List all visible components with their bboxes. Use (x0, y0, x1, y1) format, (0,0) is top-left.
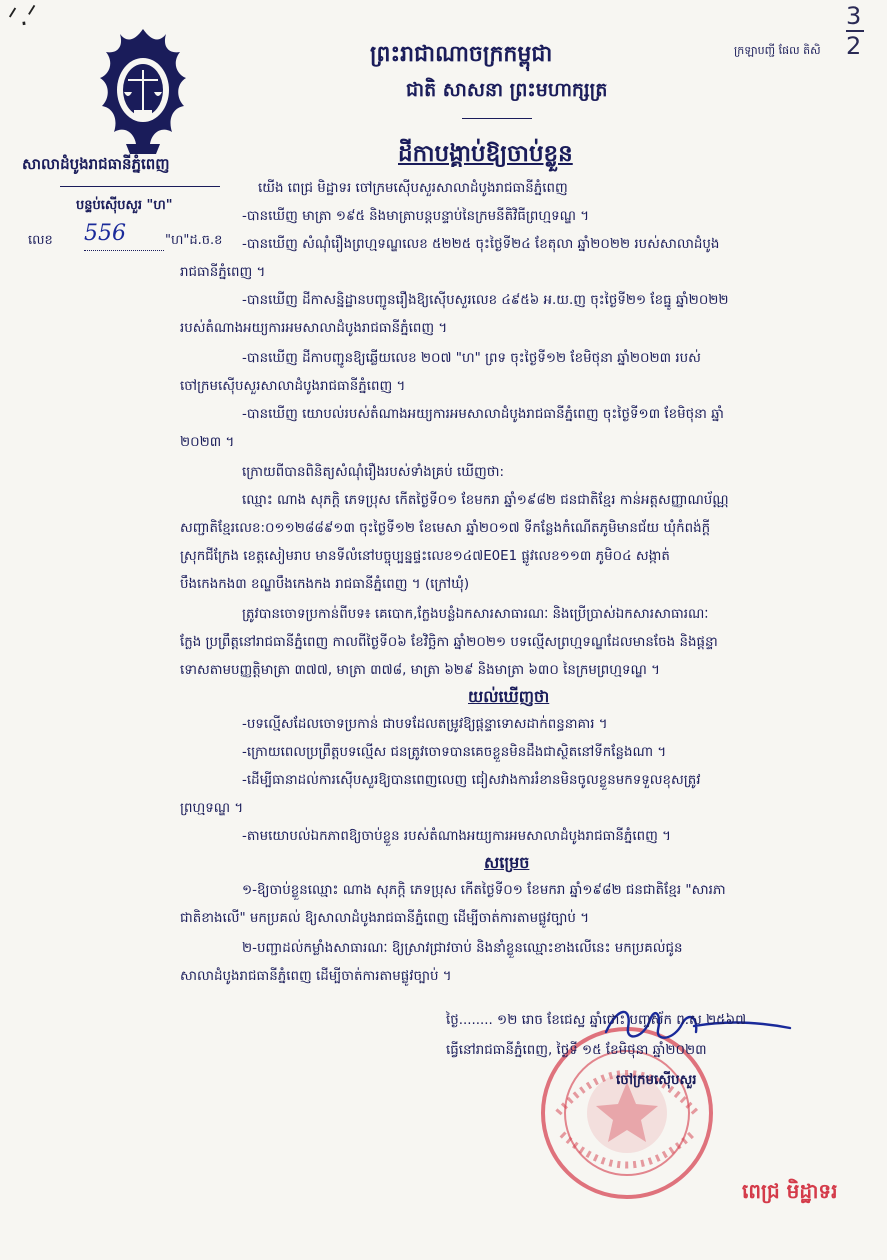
court-divider (60, 186, 220, 187)
page-number-bottom: 2 (846, 32, 862, 60)
opinion-line: -បទល្មើសដែលចោទប្រកាន់ ជាបទដែលតម្រូវឱ្យផ្តន្ទាទោសដាក់ពន្ធនាគារ ។ (242, 717, 608, 732)
review-line: ក្រោយពីបានពិនិត្យសំណុំរឿងរបស់ទាំងគ្រប់ ឃើញថា: (242, 465, 505, 480)
consideration-line: -បានឃើញ សំណុំរឿងព្រហ្មទណ្ឌលេខ ៥២២៥ ចុះថ្ងៃទី២៤ ខែតុលា ឆ្នាំ២០២២ របស់សាលាដំបូង (242, 237, 720, 252)
signatory-name: ពេជ្រ មិដ្ឋាទរ (742, 1179, 838, 1203)
corner-handwritten-mark: ᐟ.ᐟ (6, 0, 41, 34)
suspect-line: បឹងកេងកង៣ ខណ្ឌបឹងកេងកង រាជធានីភ្នំពេញ ។ (ក្រៅឃុំ) (180, 577, 470, 592)
consideration-line: របស់តំណាងអយ្យការអមសាលាដំបូងរាជធានីភ្នំពេញ ។ (180, 321, 448, 336)
place-date-line: ធ្វើនៅរាជធានីភ្នំពេញ, ថ្ងៃទី ១៥ ខែមិថុនា ឆ្នាំ២០២៣ (446, 1043, 707, 1058)
consideration-line: ចៅក្រមស៊ើបសួរសាលាដំបូងរាជធានីភ្នំពេញ ។ (180, 379, 406, 394)
motto-divider (462, 118, 532, 119)
intro-line: យើង ពេជ្រ មិដ្ឋាទរ ចៅក្រមស៊ើបសួរសាលាដំបូងរាជធានីភ្នំពេញ (258, 181, 568, 196)
opinion-line: ព្រហ្មទណ្ឌ ។ (180, 801, 244, 816)
charge-line: ទោសតាមបញ្ញត្តិមាត្រា ៣៧៧, មាត្រា ៣៧៨, មាត្រា ៦២៩ និងមាត្រា ៦៣០ នៃក្រមព្រហ្មទណ្ឌ ។ (180, 663, 660, 678)
consideration-line: -បានឃើញ ដីកាសន្និដ្ឋានបញ្ជូនរឿងឱ្យស៊ើបសួរលេខ ៤៩៥៦ អ.យ.ញ ចុះថ្ងៃទី២១ ខែធ្នូ ឆ្នាំ២០២២ (242, 293, 729, 308)
suspect-line: ស្រុកជីក្រែង ខេត្តសៀមរាប មានទីលំនៅបច្ចុប្បន្នផ្ទះលេខ១៤៧E0E1 ផ្លូវលេខ១១៣ ភូមិ០៤ សង្កាត់ (180, 549, 670, 564)
consideration-line: -បានឃើញ មាត្រា ១៩៥ និងមាត្រាបន្តបន្ទាប់នៃក្រមនីតិវិធីព្រហ្មទណ្ឌ ។ (242, 209, 590, 224)
opinion-line: -ក្រោយពេលប្រព្រឹត្តបទល្មើស ជនត្រូវចោទបានគេចខ្លួនមិនដឹងជាស្ថិតនៅទីកន្លែងណា ។ (242, 745, 667, 760)
consideration-line: រាជធានីភ្នំពេញ ។ (180, 265, 266, 280)
document-title: ដីកាបង្គាប់ឱ្យចាប់ខ្លួន (398, 141, 573, 167)
decision-line: ២-បញ្ជាដល់កម្លាំងសាធារណៈ ឱ្យស្រាវជ្រាវចាប់ និងនាំខ្លួនឈ្មោះខាងលើនេះ មកប្រគល់ជូន (242, 941, 683, 956)
decision-line: សាលាដំបូងរាជធានីភ្នំពេញ ដើម្បីចាត់ការតាមផ្លូវច្បាប់ ។ (180, 969, 452, 984)
decision-line: ជាតិខាងលើ" មកប្រគល់ ឱ្យសាលាដំបូងរាជធានីភ្នំពេញ ដើម្បីចាត់ការតាមផ្លូវច្បាប់ ។ (180, 911, 590, 926)
court-emblem-logo (96, 26, 190, 156)
page-number-top: 3 (846, 2, 862, 30)
consideration-line: -បានឃើញ យោបល់របស់តំណាងអយ្យការអមសាលាដំបូងរាជធានីភ្នំពេញ ចុះថ្ងៃទី១៣ ខែមិថុនា ឆ្នាំ (242, 407, 724, 422)
consideration-line: -បានឃើញ ដីកាបញ្ជូនឱ្យឆ្លើយលេខ ២០៧ "ហ" ព្រទ ចុះថ្ងៃទី១២ ខែមិថុនា ឆ្នាំ២០២៣ របស់ (242, 351, 701, 366)
reference-underline (84, 250, 164, 251)
suspect-line: សញ្ជាតិខ្មែរលេខ:០១១២៨៨៩១៣ ចុះថ្ងៃទី១២ ខែមេសា ឆ្នាំ២០១៧ ទីកន្លែងកំណើតភូមិមានជ័យ ឃុំកំពង់ក្តី (180, 521, 711, 536)
opinion-line: -ដើម្បីធានាដល់ការស៊ើបសួរឱ្យបានពេញលេញ ជៀសវាងការរំខានមិនចូលខ្លួនមកទទួលខុសត្រូវ (242, 773, 701, 788)
charge-line: ត្រូវបានចោទប្រកាន់ពីបទ៖ គេបោក,ក្លែងបន្លំឯកសារសាធារណៈ និងប្រើប្រាស់ឯកសារសាធារណៈ (242, 607, 709, 622)
charge-line: ក្លែង ប្រព្រឹត្តនៅរាជធានីភ្នំពេញ កាលពីថ្ងៃទី០៦ ខែវិច្ឆិកា ឆ្នាំ២០២១ បទល្មើសព្រហ្មទណ្ឌដែលមានចែង និងផ្តន្ទា (180, 635, 718, 650)
consideration-line: ២០២៣ ។ (180, 435, 235, 450)
signatory-title: ចៅក្រមស៊ើបសួរ (616, 1073, 697, 1088)
lunar-date-line: ថ្ងៃ........ ១២ រោច ខែជេស្ឋ ឆ្នាំថោះ បញ្ចស័ក ព.ស ២៥៦៧ (446, 1013, 747, 1028)
department-note: ក្រឡាបញ្ជី ផែល តិសិ (734, 44, 821, 57)
opinion-line: -តាមយោបល់ឯកភាពឱ្យចាប់ខ្លួន របស់តំណាងអយ្យការអមសាលាដំបូងរាជធានីភ្នំពេញ ។ (242, 829, 671, 844)
kingdom-heading: ព្រះរាជាណាចក្រកម្ពុជា (370, 42, 553, 67)
reference-label: លេខ (28, 233, 53, 248)
reference-number: 556 (84, 221, 126, 246)
reference-suffix: "ហ"ដ.ច.ខ (165, 233, 223, 248)
national-motto: ជាតិ សាសនា ព្រះមហាក្សត្រ (406, 79, 608, 101)
suspect-line: ឈ្មោះ ណាង សុភក្តិ ភេទប្រុស កើតថ្ងៃទី០១ ខែមករា ឆ្នាំ១៩៨២ ជនជាតិខ្មែរ កាន់អត្តសញ្ញាណប័ណ្ណ (242, 493, 729, 508)
court-name: សាលាដំបូងរាជធានីភ្នំពេញ (22, 155, 170, 173)
investigation-chamber: បន្ទប់ស៊ើបសួរ "ហ" (76, 198, 173, 213)
page-number (846, 4, 864, 58)
decision-heading: សម្រេច (484, 853, 530, 872)
opinion-heading: យល់ឃើញថា (468, 687, 550, 706)
decision-line: ១-ឱ្យចាប់ខ្លួនឈ្មោះ ណាង សុភក្តិ ភេទប្រុស កើតថ្ងៃទី០១ ខែមករា ឆ្នាំ១៩៨២ ជនជាតិខ្មែរ "សារភា (242, 883, 726, 898)
